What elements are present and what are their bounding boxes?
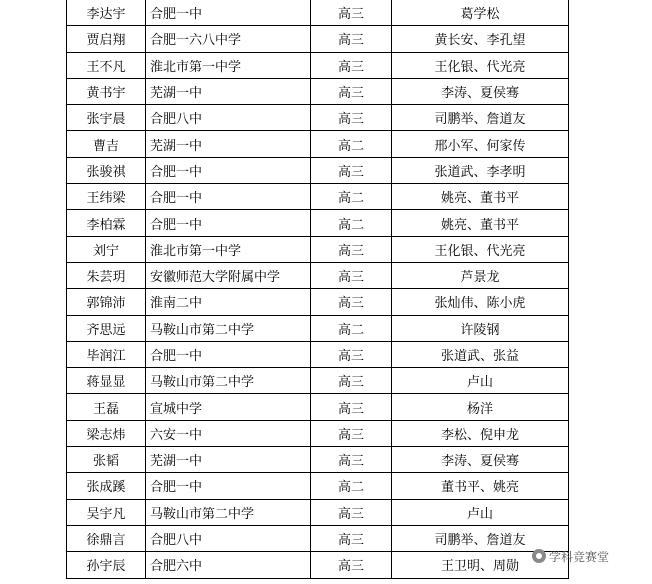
grade-cell: 高三 bbox=[311, 236, 392, 262]
grade-cell: 高三 bbox=[311, 26, 392, 52]
table-row bbox=[67, 289, 569, 315]
school-name-cell: 合肥六中 bbox=[146, 552, 311, 578]
school-name-cell: 芜湖一中 bbox=[146, 78, 311, 104]
school-name-cell: 合肥一六八中学 bbox=[146, 26, 311, 52]
coach-names-cell: 张灿伟、陈小虎 bbox=[392, 289, 569, 315]
table-row bbox=[67, 315, 569, 341]
student-name-cell: 吴宇凡 bbox=[67, 499, 146, 525]
school-name-cell: 马鞍山市第二中学 bbox=[146, 368, 311, 394]
table-row bbox=[67, 0, 569, 26]
table-body bbox=[67, 0, 569, 578]
coach-names-cell: 姚亮、董书平 bbox=[392, 210, 569, 236]
student-name-cell: 王不凡 bbox=[67, 52, 146, 78]
student-name-cell: 朱芸玥 bbox=[67, 262, 146, 288]
school-name-cell: 安徽师范大学附属中学 bbox=[146, 262, 311, 288]
grade-cell: 高二 bbox=[311, 131, 392, 157]
grade-cell: 高二 bbox=[311, 473, 392, 499]
school-name-cell: 合肥一中 bbox=[146, 473, 311, 499]
student-name-cell: 刘宁 bbox=[67, 236, 146, 262]
coach-names-cell: 董书平、姚亮 bbox=[392, 473, 569, 499]
coach-names-cell: 黄长安、李孔望 bbox=[392, 26, 569, 52]
table-row bbox=[67, 499, 569, 525]
school-name-cell: 六安一中 bbox=[146, 420, 311, 446]
grade-cell: 高三 bbox=[311, 368, 392, 394]
school-name-cell: 宣城中学 bbox=[146, 394, 311, 420]
school-name-cell: 芜湖一中 bbox=[146, 447, 311, 473]
grade-cell: 高三 bbox=[311, 52, 392, 78]
coach-names-cell: 王化银、代光亮 bbox=[392, 52, 569, 78]
coach-names-cell: 邢小军、何家传 bbox=[392, 131, 569, 157]
school-name-cell: 合肥一中 bbox=[146, 157, 311, 183]
student-name-cell: 曹吉 bbox=[67, 131, 146, 157]
table-row bbox=[67, 210, 569, 236]
student-name-cell: 郭锦沛 bbox=[67, 289, 146, 315]
coach-names-cell: 卢山 bbox=[392, 368, 569, 394]
school-name-cell: 合肥八中 bbox=[146, 525, 311, 551]
school-name-cell: 合肥一中 bbox=[146, 184, 311, 210]
table-row bbox=[67, 157, 569, 183]
student-name-cell: 毕润江 bbox=[67, 341, 146, 367]
coach-names-cell: 张道武、张益 bbox=[392, 341, 569, 367]
coach-names-cell: 姚亮、董书平 bbox=[392, 184, 569, 210]
grade-cell: 高三 bbox=[311, 525, 392, 551]
coach-names-cell: 张道武、李孝明 bbox=[392, 157, 569, 183]
student-name-cell: 李达宇 bbox=[67, 0, 146, 26]
coach-names-cell: 司鹏举、詹道友 bbox=[392, 105, 569, 131]
grade-cell: 高三 bbox=[311, 78, 392, 104]
grade-cell: 高二 bbox=[311, 315, 392, 341]
grade-cell: 高三 bbox=[311, 105, 392, 131]
results-table bbox=[66, 0, 569, 579]
table-row bbox=[67, 262, 569, 288]
table-row bbox=[67, 447, 569, 473]
student-name-cell: 王纬梁 bbox=[67, 184, 146, 210]
grade-cell: 高三 bbox=[311, 394, 392, 420]
school-name-cell: 合肥一中 bbox=[146, 210, 311, 236]
table-row bbox=[67, 368, 569, 394]
table-row bbox=[67, 341, 569, 367]
student-name-cell: 张骏祺 bbox=[67, 157, 146, 183]
coach-names-cell: 卢山 bbox=[392, 499, 569, 525]
grade-cell: 高三 bbox=[311, 341, 392, 367]
table-row bbox=[67, 394, 569, 420]
grade-cell: 高三 bbox=[311, 447, 392, 473]
coach-names-cell: 李松、倪申龙 bbox=[392, 420, 569, 446]
table-row bbox=[67, 105, 569, 131]
table-row bbox=[67, 473, 569, 499]
school-name-cell: 合肥八中 bbox=[146, 105, 311, 131]
school-name-cell: 淮北市第一中学 bbox=[146, 236, 311, 262]
school-name-cell: 芜湖一中 bbox=[146, 131, 311, 157]
coach-names-cell: 杨洋 bbox=[392, 394, 569, 420]
school-name-cell: 合肥一中 bbox=[146, 0, 311, 26]
wechat-logo-icon bbox=[532, 549, 546, 563]
table-row bbox=[67, 52, 569, 78]
watermark-text: 学科竞赛堂 bbox=[549, 549, 610, 564]
coach-names-cell: 李涛、夏侯骞 bbox=[392, 447, 569, 473]
table-row bbox=[67, 131, 569, 157]
grade-cell: 高三 bbox=[311, 289, 392, 315]
student-name-cell: 贾启翔 bbox=[67, 26, 146, 52]
student-name-cell: 黄书宇 bbox=[67, 78, 146, 104]
table-row bbox=[67, 26, 569, 52]
coach-names-cell: 王卫明、周勋 bbox=[392, 552, 569, 578]
table-row bbox=[67, 525, 569, 551]
student-name-cell: 徐鼎言 bbox=[67, 525, 146, 551]
table-row bbox=[67, 420, 569, 446]
school-name-cell: 淮南二中 bbox=[146, 289, 311, 315]
table-row bbox=[67, 78, 569, 104]
grade-cell: 高三 bbox=[311, 0, 392, 26]
grade-cell: 高三 bbox=[311, 262, 392, 288]
student-name-cell: 张宇晨 bbox=[67, 105, 146, 131]
student-name-cell: 齐思远 bbox=[67, 315, 146, 341]
student-name-cell: 蒋显显 bbox=[67, 368, 146, 394]
grade-cell: 高三 bbox=[311, 499, 392, 525]
student-name-cell: 孙宇辰 bbox=[67, 552, 146, 578]
school-name-cell: 马鞍山市第二中学 bbox=[146, 499, 311, 525]
grade-cell: 高二 bbox=[311, 184, 392, 210]
coach-names-cell: 李涛、夏侯骞 bbox=[392, 78, 569, 104]
student-name-cell: 张成蹊 bbox=[67, 473, 146, 499]
school-name-cell: 淮北市第一中学 bbox=[146, 52, 311, 78]
grade-cell: 高三 bbox=[311, 420, 392, 446]
watermark bbox=[532, 545, 652, 567]
student-name-cell: 王磊 bbox=[67, 394, 146, 420]
table-row bbox=[67, 184, 569, 210]
coach-names-cell: 许陵钢 bbox=[392, 315, 569, 341]
grade-cell: 高三 bbox=[311, 552, 392, 578]
table-row bbox=[67, 236, 569, 262]
grade-cell: 高三 bbox=[311, 157, 392, 183]
student-name-cell: 梁志炜 bbox=[67, 420, 146, 446]
school-name-cell: 合肥一中 bbox=[146, 341, 311, 367]
student-name-cell: 张韬 bbox=[67, 447, 146, 473]
coach-names-cell: 司鹏举、詹道友 bbox=[392, 525, 569, 551]
coach-names-cell: 王化银、代光亮 bbox=[392, 236, 569, 262]
coach-names-cell: 芦景龙 bbox=[392, 262, 569, 288]
coach-names-cell: 葛学松 bbox=[392, 0, 569, 26]
table-row bbox=[67, 552, 569, 578]
grade-cell: 高二 bbox=[311, 210, 392, 236]
school-name-cell: 马鞍山市第二中学 bbox=[146, 315, 311, 341]
student-name-cell: 李柏霖 bbox=[67, 210, 146, 236]
